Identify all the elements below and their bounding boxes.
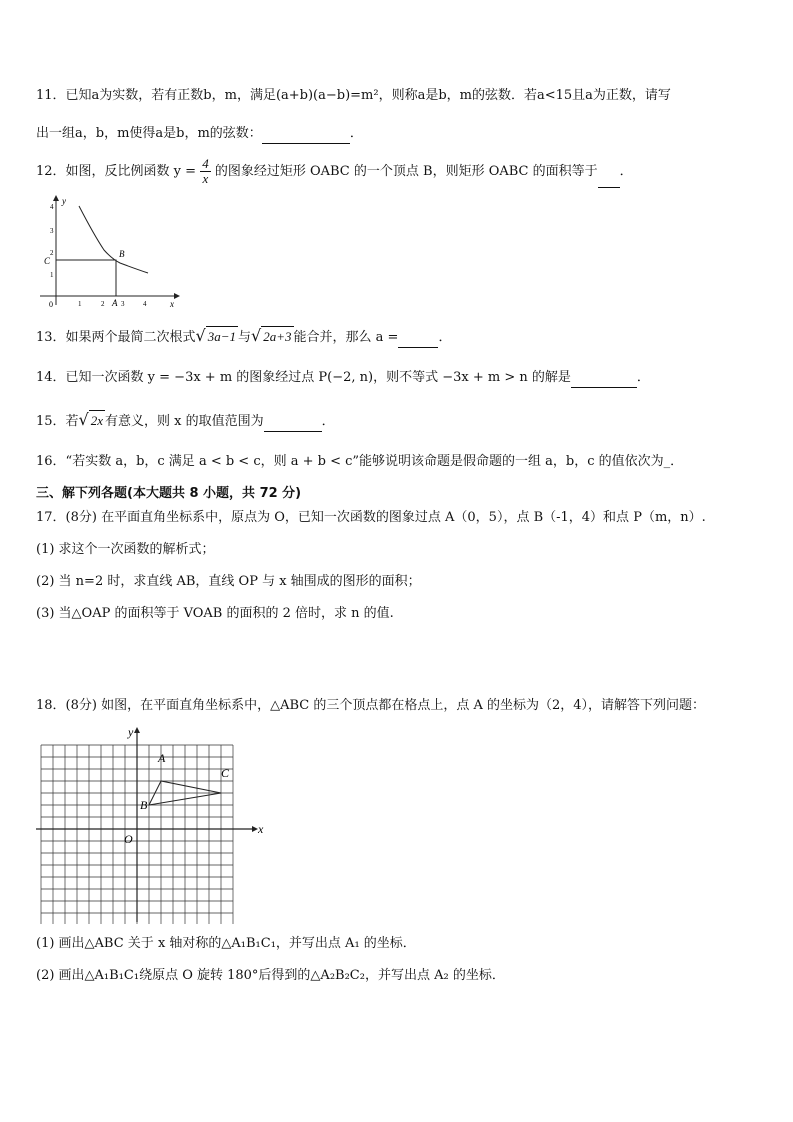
q18-y-label: y [128,725,134,739]
q12-frac-den: x [202,171,209,186]
q18-point-B: B [140,798,148,812]
q15-suffix: 有意义，则 x 的取值范围为 [105,414,264,429]
q13-answer-blank[interactable] [398,333,438,348]
q12-xtick-1: 1 [78,300,82,308]
q15-answer-blank[interactable] [264,417,322,432]
q12-figure [36,193,182,311]
q13-rad2: 2a+3 [261,326,293,347]
q14-end: ． [636,370,650,385]
q12-xtick-4: 4 [143,300,147,308]
q14-line [36,368,650,388]
q18-part1: (1) 画出△ABC 关于 x 轴对称的△A₁B₁C₁，并写出点 A₁ 的坐标． [36,936,416,951]
q16-text: 16．“若实数 a，b，c 满足 a < b < c，则 a + b < c”能够说明该命题是假命题的一组 a，b，c 的值依次为_． [36,454,684,469]
q13-suffix: 能合并，那么 a = [293,330,399,345]
section-3-heading: 三、解下列各题(本大题共 8 小题，共 72 分) [36,486,302,501]
q12-suffix: 的图象经过矩形 OABC 的一个顶点 B，则矩形 OABC 的面积等于 [214,164,598,179]
q17-line1: 17．(8分) 在平面直角坐标系中，原点为 O，已知一次函数的图象过点 A（0，5），点 B（-1，4）和点 P（m，n）. [36,510,706,525]
q18-x-label: x [258,822,264,836]
q15-prefix: 15．若 [36,414,79,429]
q18-y-arrow [134,727,140,733]
q18-point-A: A [158,751,166,765]
q12-point-C: C [44,256,51,266]
q12-answer-blank[interactable] [598,173,620,188]
q14-answer-blank[interactable] [571,373,637,388]
q13-prefix: 13．如果两个最简二次根式 [36,330,196,345]
q12-ytick-3: 3 [50,227,54,235]
q13-mid: 与 [238,330,252,345]
q18-origin: O [124,832,133,846]
q12-origin: 0 [49,300,53,309]
q12-x-arrow [174,293,180,299]
q15-end: ． [321,414,335,429]
q11-line1 [36,86,671,106]
q12-xtick-3: 3 [121,300,125,308]
q13-radical-2-icon: √ [251,326,262,345]
q12-hyperbola [79,206,148,273]
q17-part3: (3) 当△OAP 的面积等于 VOAB 的面积的 2 倍时，求 n 的值. [36,606,394,621]
q12-point-B: B [119,249,125,259]
q17-part2: (2) 当 n=2 时，求直线 AB，直线 OP 与 x 轴围成的图形的面积； [36,574,421,589]
q12-ytick-1: 1 [50,271,54,279]
q18-line1: 18．(8分) 如图，在平面直角坐标系中，△ABC 的三个顶点都在格点上，点 A 的坐标为（2，4），请解答下列问题： [36,698,706,713]
q15-line [36,410,335,432]
q12-rectangle [56,260,116,296]
q12-xtick-2: 2 [101,300,105,308]
q12-y-label: y [62,196,66,206]
q17-part1: (1) 求这个一次函数的解析式； [36,542,215,557]
q11-text-1: 11．已知a为实数，若有正数b，m，满足(a+b)(a−b)=m²，则称a是b，m的弦数．若a<15且a为正数，请写 [36,88,671,103]
q12-ytick-2: 2 [50,249,54,257]
q18-point-C: C [221,766,230,780]
q13-rad1: 3a−1 [206,326,238,347]
q12-prefix: 12．如图，反比例函数 y = [36,164,197,179]
q12-fraction [200,157,211,186]
q12-point-A: A [112,298,118,308]
q11-answer-blank[interactable] [262,129,350,144]
q12-frac-num: 4 [202,156,209,171]
q12-end: ． [619,164,633,179]
q13-line [36,326,451,348]
q12-line [36,156,633,188]
q15-radical-icon: √ [78,410,89,429]
q11-text-2: 出一组a，b，m使得a是b，m的弦数： [36,126,262,141]
q13-radical-1-icon: √ [195,326,206,345]
q11-end: ． [349,126,363,141]
q11-line2 [36,124,363,144]
q16-line [36,452,683,472]
q13-end: ． [438,330,452,345]
q18-part2: (2) 画出△A₁B₁C₁绕原点 O 旋转 180°后得到的△A₂B₂C₂，并写出点 A₂ 的坐标． [36,968,505,983]
q12-y-arrow [53,195,59,201]
q14-text: 14．已知一次函数 y = −3x + m 的图象经过点 P(−2, n)，则不等式 −3x + m > n 的解是 [36,370,571,385]
q18-grid-figure [36,724,272,924]
q12-ytick-4: 4 [50,203,54,211]
q15-rad: 2x [89,410,105,431]
q12-x-label: x [170,299,174,309]
